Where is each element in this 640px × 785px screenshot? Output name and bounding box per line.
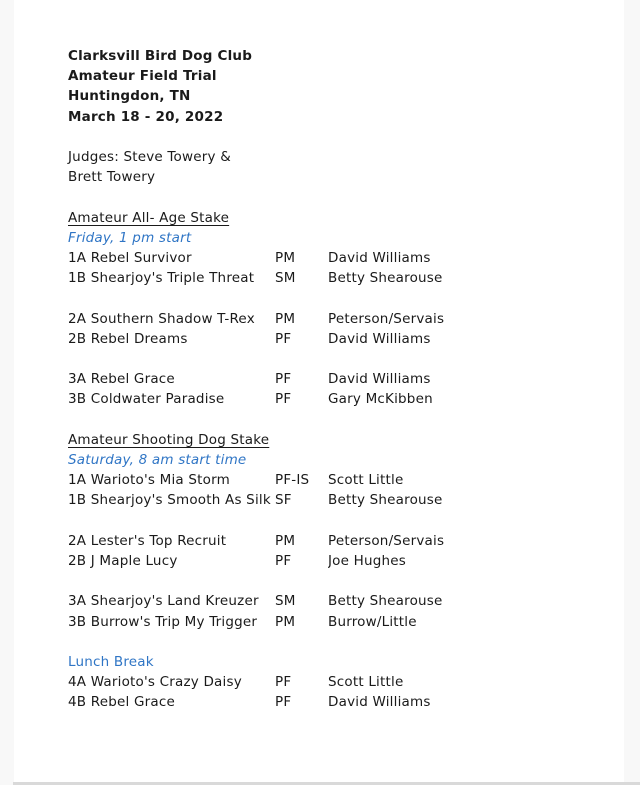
entry-sex: PF [275, 674, 292, 691]
entry-handler: David Williams [328, 330, 431, 347]
lunch-break-section [68, 652, 614, 713]
entry-dog: 1B Shearjoy's Triple Threat [68, 270, 255, 287]
entry-row [68, 309, 614, 329]
entry-sex: PF [275, 371, 292, 388]
entry-dog: 1A Rebel Survivor [68, 250, 192, 266]
entry-sex: PM [275, 310, 296, 327]
event-dates: March 18 - 20, 2022 [68, 108, 224, 125]
entry-row [68, 692, 614, 712]
stake-schedule-note: Saturday, 8 am start time [68, 451, 247, 468]
entry-handler: Betty Shearouse [328, 270, 443, 287]
entry-row [68, 389, 614, 409]
lunch-break-label: Lunch Break [68, 653, 154, 670]
entry-sex: PF [275, 552, 292, 569]
entry-sex: PF [275, 330, 292, 347]
blank-line [68, 410, 614, 430]
blank-line [68, 571, 614, 591]
entry-handler: David Williams [328, 371, 431, 388]
entry-sex: PM [275, 613, 296, 630]
entry-row [68, 248, 614, 268]
entry-handler: Betty Shearouse [328, 492, 443, 509]
entry-dog: 1B Shearjoy's Smooth As Silk [68, 492, 271, 509]
entry-row [68, 490, 614, 510]
entry-dog: 2A Southern Shadow T-Rex [68, 310, 255, 327]
entry-row [68, 329, 614, 349]
entry-dog: 3A Rebel Grace [68, 371, 175, 388]
judges-line-1: Judges: Steve Towery & [68, 149, 231, 165]
entry-sex: PF [275, 694, 292, 711]
entry-dog: 4B Rebel Grace [68, 694, 175, 711]
entry-row [68, 470, 614, 490]
entry-sex: PF [275, 391, 292, 408]
entry-row [68, 551, 614, 571]
entry-handler: Peterson/Servais [328, 310, 445, 327]
page-content [14, 0, 624, 713]
entry-sex: PM [275, 250, 296, 266]
entry-row [68, 369, 614, 389]
entry-handler: Betty Shearouse [328, 593, 443, 610]
entry-handler: Joe Hughes [328, 552, 407, 569]
blank-line [68, 187, 614, 207]
entry-handler: Gary McKibben [328, 391, 433, 408]
entry-dog: 2A Lester's Top Recruit [68, 532, 227, 549]
entry-row [68, 268, 614, 288]
entry-handler: Scott Little [328, 472, 404, 489]
entry-row [68, 591, 614, 611]
document-page [14, 0, 624, 782]
stake-schedule-note: Friday, 1 pm start [68, 229, 192, 246]
club-name: Clarksvill Bird Dog Club [68, 48, 253, 64]
entry-sex: SM [275, 270, 296, 287]
entry-handler: Burrow/Little [328, 613, 417, 630]
entry-dog: 2B J Maple Lucy [68, 552, 178, 569]
judges-line-2: Brett Towery [68, 169, 156, 186]
entry-row [68, 612, 614, 632]
blank-line [68, 288, 614, 308]
entry-handler: David Williams [328, 694, 431, 711]
entry-row [68, 531, 614, 551]
entry-dog: 4A Warioto's Crazy Daisy [68, 674, 242, 691]
entry-sex: PF-IS [275, 472, 310, 489]
event-name: Amateur Field Trial [68, 68, 217, 85]
entry-sex: PM [275, 532, 296, 549]
entry-sex: SM [275, 593, 296, 610]
entry-dog: 2B Rebel Dreams [68, 330, 188, 347]
blank-line [68, 632, 614, 652]
entry-sex: SF [275, 492, 292, 509]
stake-section-shooting-dog [68, 430, 614, 632]
blank-line [68, 511, 614, 531]
stake-section-all-age [68, 208, 614, 410]
entry-handler: Peterson/Servais [328, 532, 445, 549]
entry-row [68, 672, 614, 692]
entry-dog: 3B Burrow's Trip My Trigger [68, 613, 258, 630]
blank-line [68, 349, 614, 369]
stake-title: Amateur All- Age Stake [68, 209, 230, 226]
entry-dog: 3A Shearjoy's Land Kreuzer [68, 593, 259, 610]
event-location: Huntingdon, TN [68, 88, 191, 105]
entry-dog: 3B Coldwater Paradise [68, 391, 225, 408]
blank-line [68, 127, 614, 147]
entry-dog: 1A Warioto's Mia Storm [68, 472, 230, 489]
entry-handler: Scott Little [328, 674, 404, 691]
stake-title: Amateur Shooting Dog Stake [68, 431, 270, 448]
entry-handler: David Williams [328, 250, 431, 266]
